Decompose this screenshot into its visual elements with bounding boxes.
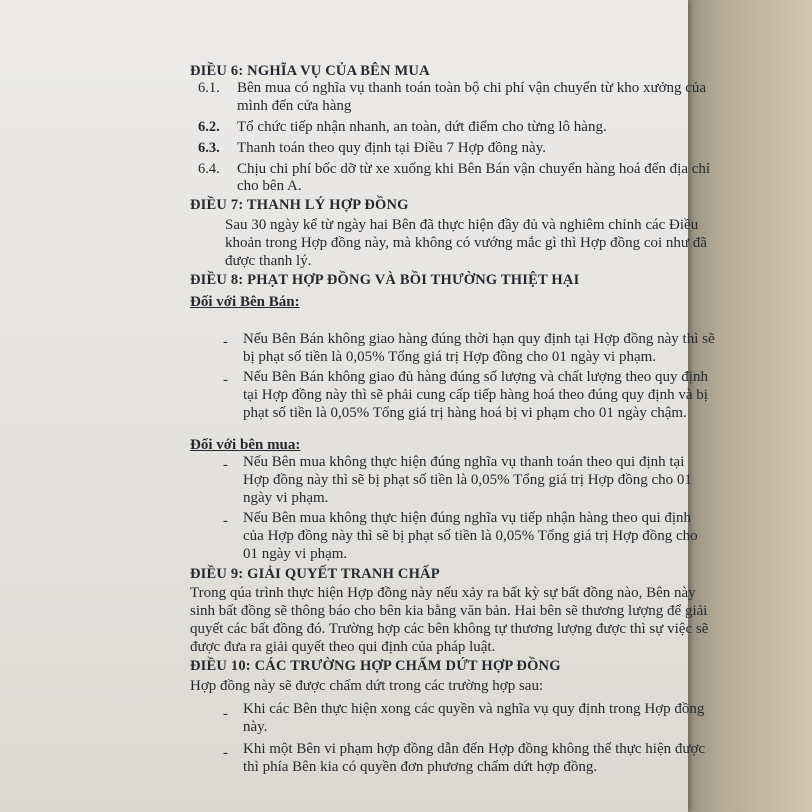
seller-subheading: Đối với Bên Bán: — [190, 294, 300, 310]
article-7-line-3: được thanh lý. — [225, 253, 312, 269]
seller-bullet-2-line-2: tại Hợp đồng này thì sẽ phải cung cấp tiếp hàng hoá theo đúng quy định và bị — [243, 387, 708, 403]
item-6-2-line-1: Tổ chức tiếp nhận nhanh, an toàn, dứt điểm cho từng lô hàng. — [237, 119, 607, 135]
item-6-2-number: 6.2. — [198, 119, 220, 135]
buyer-subheading: Đối với bên mua: — [190, 437, 301, 453]
item-6-4-number: 6.4. — [198, 161, 220, 177]
article-9-line-3: quyết các bất đồng đó. Trường hợp các bên không tự thương lượng được thì sự việc sẽ — [190, 621, 709, 637]
buyer-bullet-2-dash: - — [223, 513, 228, 529]
background-table — [672, 0, 812, 812]
buyer-bullet-1-line-2: Hợp đồng này thì sẽ bị phạt số tiền là 0,05% Tổng giá trị Hợp đồng cho 01 — [243, 472, 692, 488]
item-6-3-number: 6.3. — [198, 140, 220, 156]
article-9-line-4: được đưa ra giải quyết theo qui định của pháp luật. — [190, 639, 496, 655]
termination-bullet-1-line-1: Khi các Bên thực hiện xong các quyền và nghĩa vụ quy định trong Hợp đồng — [243, 701, 705, 717]
item-6-4-line-1: Chịu chi phí bốc dỡ từ xe xuống khi Bên Bán vận chuyển hàng hoá đến địa chỉ — [237, 161, 711, 177]
termination-bullet-2-line-2: thì phía Bên kia có quyền đơn phương chấm dứt hợp đồng. — [243, 759, 598, 775]
seller-bullet-2-dash: - — [223, 372, 228, 388]
seller-bullet-1-dash: - — [223, 334, 228, 350]
termination-bullet-1-dash: - — [223, 706, 228, 722]
article-8-heading: ĐIỀU 8: PHẠT HỢP ĐỒNG VÀ BỒI THƯỜNG THIỆT HẠI — [190, 272, 580, 288]
article-9-line-1: Trong qúa trình thực hiện Hợp đồng này nếu xảy ra bất kỳ sự bất đồng nào, Bên này — [190, 585, 696, 601]
item-6-3-line-1: Thanh toán theo quy định tại Điều 7 Hợp đồng này. — [237, 140, 546, 156]
buyer-bullet-2-line-2: của Hợp đồng này thì sẽ bị phạt số tiền là 0,05% Tổng giá trị Hợp đồng cho — [243, 528, 698, 544]
buyer-bullet-2-line-3: 01 ngày vi phạm. — [243, 546, 348, 562]
buyer-bullet-1-line-3: ngày vi phạm. — [243, 490, 329, 506]
item-6-4-line-2: cho bên A. — [237, 178, 302, 194]
article-9-line-2: sinh bất đồng sẽ thông báo cho bên kia bằng văn bản. Hai bên sẽ thương lượng để giải — [190, 603, 708, 619]
article-9-heading: ĐIỀU 9: GIẢI QUYẾT TRANH CHẤP — [190, 566, 440, 582]
termination-bullet-2-line-1: Khi một Bên vi phạm hợp đồng dẫn đến Hợp đồng không thể thực hiện được — [243, 741, 706, 757]
termination-bullet-1-line-2: này. — [243, 719, 268, 735]
article-7-line-2: khoản trong Hợp đồng này, mà không có vướng mắc gì thì Hợp đồng coi như đã — [225, 235, 707, 251]
article-10-intro: Hợp đồng này sẽ được chấm dứt trong các trường hợp sau: — [190, 678, 544, 694]
buyer-bullet-1-dash: - — [223, 457, 228, 473]
item-6-1-line-1: Bên mua có nghĩa vụ thanh toán toàn bộ chi phí vận chuyển từ kho xưởng của — [237, 80, 707, 96]
article-10-heading: ĐIỀU 10: CÁC TRƯỜNG HỢP CHẤM DỨT HỢP ĐỒNG — [190, 658, 561, 674]
buyer-bullet-2-line-1: Nếu Bên mua không thực hiện đúng nghĩa vụ tiếp nhận hàng theo qui định — [243, 510, 692, 526]
seller-bullet-1-line-2: bị phạt số tiền là 0,05% Tổng giá trị Hợp đồng cho 01 ngày vi phạm. — [243, 349, 657, 365]
article-7-line-1: Sau 30 ngày kể từ ngày hai Bên đã thực hiện đầy đủ và nghiêm chỉnh các Điều — [225, 217, 699, 233]
seller-bullet-2-line-3: phạt số tiền là 0,05% Tổng giá trị hàng hoá bị vi phạm cho 01 ngày chậm. — [243, 405, 687, 421]
termination-bullet-2-dash: - — [223, 745, 228, 761]
item-6-1-number: 6.1. — [198, 80, 220, 96]
article-6-heading: ĐIỀU 6: NGHĨA VỤ CỦA BÊN MUA — [190, 63, 430, 79]
article-7-heading: ĐIỀU 7: THANH LÝ HỢP ĐỒNG — [190, 197, 409, 213]
buyer-bullet-1-line-1: Nếu Bên mua không thực hiện đúng nghĩa vụ thanh toán theo qui định tại — [243, 454, 685, 470]
item-6-1-line-2: mình đến cửa hàng — [237, 98, 352, 114]
seller-bullet-1-line-1: Nếu Bên Bán không giao hàng đúng thời hạn quy định tại Hợp đồng này thì sẽ — [243, 331, 715, 347]
seller-bullet-2-line-1: Nếu Bên Bán không giao đủ hàng đúng số lượng và chất lượng theo quy định — [243, 369, 708, 385]
